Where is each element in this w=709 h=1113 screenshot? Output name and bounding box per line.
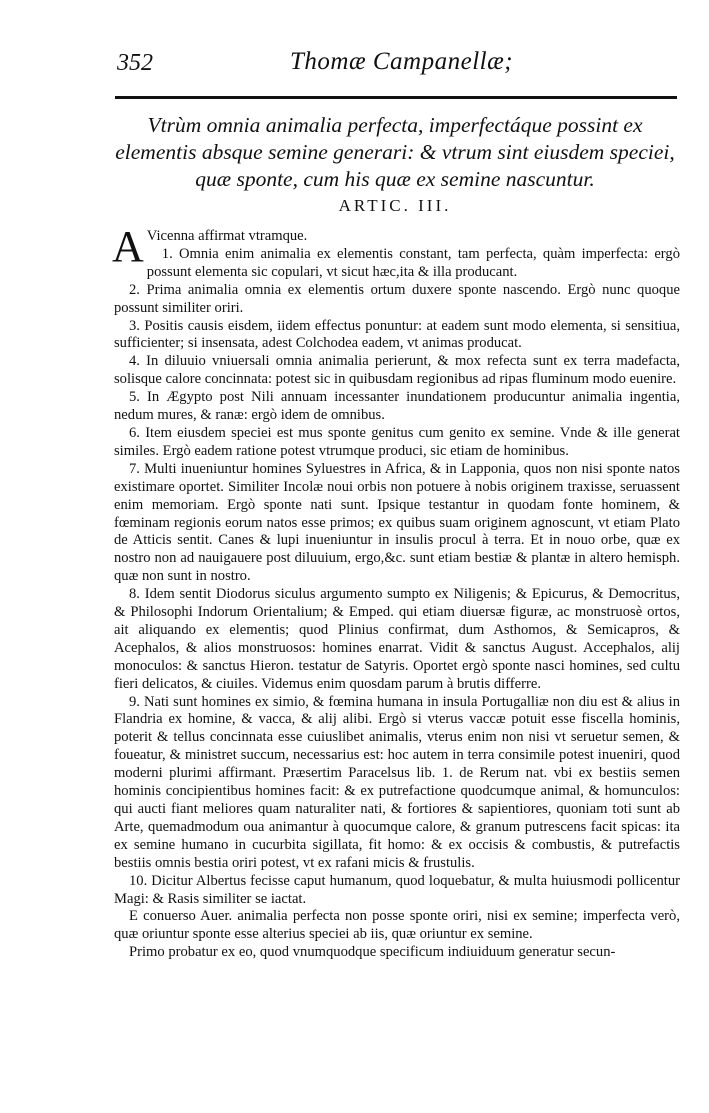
paragraph-1: 1. Omnia enim animalia ex elementis constant, tam perfecta, quàm imperfecta: ergò possunt elementa sic copulari, vt sicut hæc,ita & illa producant. xyxy=(146,245,680,280)
paragraph-4: 4. In diluuio vniuersali omnia animalia perierunt, & mox refecta sunt ex terra madefacta, solisque calore concinnata: potest sic in quibusdam regionibus ad ripas fluminum modo euenire. xyxy=(114,353,680,388)
paragraph-7: 7. Multi inueniuntur homines Syluestres in Africa, & in Lapponia, quos non nisi sponte natos existimare oportet. Similiter Incolæ noui orbis non potuere à nobis originem traxisse, seruassent enim memoriam. Ergò sponte nati sunt. Ipsique testantur in quodam fonte hominem, & fœminam regionis eorum natos esse primos; ex quibus suam originem agnoscunt, vt etiam Plato de Atticis sentit. Canes & lupi inueniuntur in insulis procul à terra. Et in nouo orbe, quæ ex nostro non ad nauigauere post diluuium, ergo,&c. sunt etiam bestiæ & plantæ in altero hemisph. quæ non sunt in nostro. xyxy=(114,460,680,585)
body-text xyxy=(112,222,680,962)
question-title: Vtrùm omnia animalia perfecta, imperfectáque possint ex elementis absque semine generari: & vtrum sint eiusdem speciei, quæ sponte, cum his quæ ex semine nascuntur. xyxy=(115,113,675,191)
dropcap-letter: A xyxy=(112,222,144,271)
paragraph-averroes: E conuerso Auer. animalia perfecta non posse sponte oriri, nisi ex semine; imperfecta verò, quæ oriuntur sponte esse alterius speciei ab iis, quæ oriuntur ex semine. xyxy=(114,908,680,943)
paragraph-5: 5. In Ægypto post Nili annuam incessanter inundationem producuntur animalia ingentia, nedum mures, & ranæ: ergò idem de omnibus. xyxy=(114,389,680,424)
paragraph-6: 6. Item eiusdem speciei est mus sponte genitus cum genito ex semine. Vnde & ille generat similes. Ergò eadem ratione potest vtrumque produci, sic etiam de hominibus. xyxy=(114,424,680,459)
paragraph-9: 9. Nati sunt homines ex simio, & fœmina humana in insula Portugalliæ non diu est & alius in Flandria ex homine, & vacca, & alij alibi. Ergò si vterus vaccæ potuit esse fiscella hominis, poterit & tellus concinnata esse cuiuslibet animalis, vterus enim non nisi vt seruetur semen, & foueatur, & ministret succum, necessarius est: hoc autem in terra consimile potest inueniri, quod moderni plurimi affirmant. Præsertim Paracelsus lib. 1. de Rerum nat. vbi ex bestiis semen hominis concipientibus homines facit: & ex putrefactione quodcumque animal, & homunculos: qui aucti fiant meliores quam naturaliter nati, & fortiores & sapientiores, quoniam toti sunt ab Arte, quemadmodum oua animantur à quocumque calore, & granum putrescens facit spicas: ita ex semine humano in cucurbita sigillata, fit homo: & ex occisis & combustis, & putrefactis bestiis omnis bestia oriri potest, vt ex rafani micis & frustulis. xyxy=(114,693,680,871)
paragraph-10: 10. Dicitur Albertus fecisse caput humanum, quod loquebatur, & multa huiusmodi pollicentur Magi: & Rasis similiter se iactat. xyxy=(114,872,680,907)
article-heading: ARTIC. III. xyxy=(338,196,452,215)
paragraph-3: 3. Positis causis eisdem, iidem effectus ponuntur: at eadem sunt modo elementa, si sensitiua, sufficienter; si insensata, adest Colchodea eadem, vt animas producat. xyxy=(114,317,680,352)
paragraph-primo: Primo probatur ex eo, quod vnumquodque specificum indiuiduum generatur secun- xyxy=(129,944,616,961)
paragraph-2: 2. Prima animalia omnia ex elementis ortum duxere sponte nascendo. Ergò nunc quoque possunt similiter oriri. xyxy=(114,281,680,316)
header-rule xyxy=(115,96,677,99)
page-number: 352 xyxy=(117,50,153,76)
page-header xyxy=(0,40,709,80)
intro-text: Vicenna affirmat vtramque. xyxy=(146,228,308,244)
paragraph-8: 8. Idem sentit Diodorus siculus argumento sumpto ex Niligenis; & Epicurus, & Democritus, & Philosophi Indorum Orientalium; & Emped. qui etiam diuersæ figuræ, ac monstruosè ortos, ait aliquando ex elementis; quod Plinius confirmat, dum Asthomos, & Semicapros, & Acephalos, & alios monstruosos: homines enarrat. Vidit & sanctus August. Accephalos, alij monoculos: & sanctus Hieron. testatur de Satyris. Oportet ergò sponte nasci homines, sed cultu fieri delicatos, & ciuiles. Videmus enim quosdam parum à brutis differre. xyxy=(114,586,680,692)
running-head: Thomæ Campanellæ; xyxy=(290,48,514,75)
